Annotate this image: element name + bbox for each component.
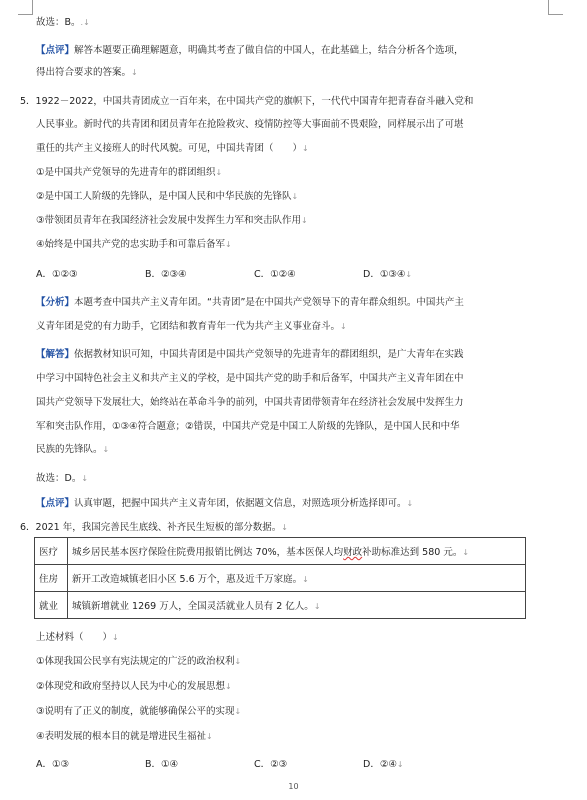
table-key-cell: 住房 <box>35 565 68 592</box>
prev-comment-line-1: 【点评】解答本题要正确理解题意，明确其考查了做自信的中国人，在此基础上，结合分析各个选项， <box>36 45 464 56</box>
q5-solution-line-5: 民族的先锋队。↓ <box>36 444 110 455</box>
q6-data-table <box>34 537 526 619</box>
q6-option-d: D．②④↓ <box>363 759 404 770</box>
q5-analysis-line-1: 【分析】本题考查中国共产主义青年团。“共青团”是在中国共产党领导下的青年群众组织。中国共产主 <box>36 297 464 308</box>
q5-option-d: D．①③④↓ <box>363 269 413 280</box>
analysis-tag: 【分析】 <box>36 297 75 308</box>
q5-comment: 【点评】认真审题，把握中国共产主义青年团，依据题文信息，对照选项分析选择即可。↓ <box>36 498 414 509</box>
table-row <box>35 565 526 592</box>
q5-solution-line-2: 中学习中国特色社会主义和共产主义的学校，是中国共产党的助手和后备军，中国共产主义青年团在中 <box>36 373 464 384</box>
q6-item-1: ①体现我国公民享有宪法规定的广泛的政治权利↓ <box>36 656 242 667</box>
q5-item-1: ①是中国共产党领导的先进青年的群团组织↓ <box>36 167 223 178</box>
q5-solution-line-1: 【解答】依据教材知识可知，中国共青团是中国共产党领导的先进青年的群团组织，是广大青年在实践 <box>36 349 464 360</box>
q6-item-4: ④表明发展的根本目的就是增进民生福祉↓ <box>36 731 213 742</box>
q5-answer: 故选：D。↓ <box>36 473 89 484</box>
comment-tag: 【点评】 <box>36 45 75 56</box>
page-number: 10 <box>288 782 299 791</box>
q6-option-c: C．②③ <box>254 759 288 770</box>
q6-option-a: A．①③ <box>36 759 70 770</box>
q6-item-3: ③说明有了正义的制度，就能够确保公平的实现↓ <box>36 706 242 717</box>
table-value-cell: 新开工改造城镇老旧小区 5.6 万个，惠及近千万家庭。↓ <box>68 565 526 592</box>
prev-comment-line-2: 得出符合要求的答案。↓ <box>36 67 138 78</box>
q5-item-2: ②是中国工人阶级的先锋队，是中国人民和中华民族的先锋队↓ <box>36 191 299 202</box>
table-row <box>35 592 526 619</box>
q6-option-b: B．①④ <box>145 759 179 770</box>
q5-stem-line-1: 5．1922－2022，中国共青团成立一百年来，在中国共产党的旗帜下，一代代中国青年把青春奋斗融入党和 <box>20 96 474 107</box>
q6-stem: 6．2021 年，我国完善民生底线、补齐民生短板的部分数据。↓ <box>20 522 288 533</box>
crop-mark-top-left <box>18 0 33 15</box>
crop-mark-top-right <box>548 0 563 15</box>
table-value-cell: 城镇新增就业 1269 万人，全国灵活就业人员有 2 亿人。↓ <box>68 592 526 619</box>
q5-stem-line-2: 人民事业。新时代的共青团和团员青年在抢险救灾、疫情防控等大事面前不畏艰险，同样展示出了可堪 <box>36 119 464 130</box>
q5-analysis-line-2: 义青年团是党的有力助手，它团结和教育青年一代为共产主义事业奋斗。↓ <box>36 321 347 332</box>
table-row <box>35 538 526 565</box>
table-value-cell: 城乡居民基本医疗保险住院费用报销比例达 70%，基本医保人均财政补助标准达到 580 元。↓ <box>68 538 526 565</box>
table-key-cell: 就业 <box>35 592 68 619</box>
q5-solution-line-3: 国共产党领导下发展壮大，始终站在革命斗争的前列，中国共青团带领青年在经济社会发展中发挥生力 <box>36 397 464 408</box>
q6-item-2: ②体现党和政府坚持以人民为中心的发展思想↓ <box>36 681 232 692</box>
solution-tag: 【解答】 <box>36 349 75 360</box>
q5-item-4: ④始终是中国共产党的忠实助手和可靠后备军↓ <box>36 239 232 250</box>
q5-item-3: ③带领团员青年在我国经济社会发展中发挥生力军和突击队作用↓ <box>36 215 308 226</box>
q5-option-a: A．①②③ <box>36 269 78 280</box>
q5-option-c: C．①②④ <box>254 269 296 280</box>
comment-tag: 【点评】 <box>36 498 75 509</box>
q5-stem-line-3: 重任的共产主义接班人的时代风貌。可见，中国共青团（ ）↓ <box>36 143 309 154</box>
q6-lead: 上述材料（ ）↓ <box>36 632 119 643</box>
table-key-cell: 医疗 <box>35 538 68 565</box>
prev-answer: 故选：B。.↓ <box>36 17 90 28</box>
q5-solution-line-4: 军和突击队作用，①③④符合题意；②错误，中国共产党是中国工人阶级的先锋队，是中国人民和中华 <box>36 421 460 432</box>
q5-option-b: B．②③④ <box>145 269 187 280</box>
